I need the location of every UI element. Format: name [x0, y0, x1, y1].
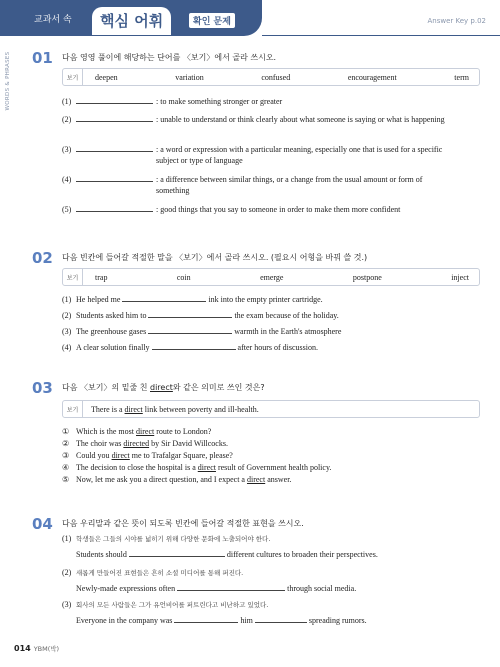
question-prompt: 다음 영영 풀이에 해당하는 단어를 〈보기〉에서 골라 쓰시오. — [62, 53, 277, 62]
q3-option-1[interactable]: ① Which is the most direct route to London? — [62, 427, 212, 436]
word-box — [62, 268, 480, 286]
question-number: 02 — [32, 249, 53, 267]
q4-item-2-english: Newly-made expressions often through social media. — [76, 584, 357, 593]
q3-option-5[interactable]: ⑤ Now, let me ask you a direct question, and I expect a direct answer. — [62, 475, 292, 484]
q1-item-3: (3) — [62, 144, 153, 155]
box-word: coin — [176, 272, 191, 282]
answer-blank[interactable] — [76, 96, 153, 104]
q4-item-1-english: Students should different cultures to broaden their perspectives. — [76, 550, 378, 559]
question-prompt: 다음 빈칸에 들어갈 적절한 말을 〈보기〉에서 골라 쓰시오. (필요시 어형을 바꿔 쓸 것.) — [62, 253, 368, 262]
q1-item-4: (4) — [62, 174, 153, 185]
answer-key-ref: Answer Key p.02 — [427, 17, 486, 25]
answer-blank[interactable] — [148, 326, 232, 334]
answer-blank[interactable] — [177, 583, 285, 591]
page-number: 014 — [14, 644, 31, 653]
definition: : good things that you say to someone in order to make them more confident — [156, 205, 401, 214]
q1-item-1: (1) — [62, 96, 153, 107]
q1-item-2: (2) — [62, 114, 153, 125]
answer-blank[interactable] — [174, 615, 238, 623]
box-label: 보기 — [63, 69, 83, 85]
box-word: deepen — [95, 72, 118, 82]
question-number: 03 — [32, 379, 53, 397]
question-number: 04 — [32, 515, 53, 533]
q4-item-3-korean: (3) 회사의 모든 사람들은 그가 유언비어를 퍼트린다고 비난하고 있었다. — [62, 600, 269, 609]
definition: : a difference between similar things, or a change from the usual amount or form of something — [156, 175, 423, 195]
box-word: inject — [451, 272, 469, 282]
q4-item-3-english: Everyone in the company was him spreading rumors. — [76, 616, 367, 625]
box-word: postpone — [352, 272, 382, 282]
q2-item-3: (3) The greenhouse gases warmth in the Earth's atmosphere — [62, 327, 342, 336]
side-tab — [3, 44, 13, 118]
example-box — [62, 400, 480, 418]
q4-item-2-korean: (2) 새롭게 만들어진 표현들은 흔히 소셜 미디어를 통해 퍼진다. — [62, 568, 244, 577]
publisher: YBM(박) — [33, 645, 60, 653]
word-box — [62, 68, 480, 86]
question-number: 01 — [32, 49, 53, 67]
answer-blank[interactable] — [122, 294, 206, 302]
box-label: 보기 — [63, 269, 83, 285]
header-rule — [262, 35, 500, 36]
page-footer — [14, 644, 59, 653]
answer-blank[interactable] — [76, 144, 153, 152]
answer-blank[interactable] — [76, 114, 153, 122]
q2-item-2: (2) Students asked him to the exam because of the holiday. — [62, 311, 339, 320]
question-prompt: 다음 우리말과 같은 뜻이 되도록 빈칸에 들어갈 적절한 표현을 쓰시오. — [62, 519, 304, 528]
box-word: emerge — [260, 272, 284, 282]
box-word: confused — [261, 72, 291, 82]
q2-item-4: (4) A clear solution finally after hours of discussion. — [62, 343, 318, 352]
box-word: variation — [175, 72, 204, 82]
box-word: encouragement — [347, 72, 397, 82]
side-tab-label: WORDS & PHRASES — [5, 51, 11, 111]
q3-option-4[interactable]: ④ The decision to close the hospital is a direct result of Government health policy. — [62, 463, 332, 472]
answer-blank[interactable] — [255, 615, 307, 623]
q3-option-2[interactable]: ② The choir was directed by Sir David Willcocks. — [62, 439, 228, 448]
question-prompt: 다음 〈보기〉의 밑줄 친 direct와 같은 의미로 쓰인 것은? — [62, 383, 265, 392]
q2-item-1: (1) He helped me ink into the empty printer cartridge. — [62, 295, 323, 304]
box-word: trap — [95, 272, 108, 282]
box-word: term — [454, 72, 469, 82]
answer-blank[interactable] — [76, 174, 153, 182]
q1-item-5: (5) — [62, 204, 153, 215]
answer-blank[interactable] — [129, 549, 225, 557]
definition: : unable to understand or think clearly about what someone is saying or what is happening — [156, 115, 445, 124]
q3-option-3[interactable]: ③ Could you direct me to Trafalgar Square, please? — [62, 451, 233, 460]
answer-blank[interactable] — [148, 310, 232, 318]
q4-item-1-korean: (1) 학생들은 그들의 시야를 넓히기 위해 다양한 문화에 노출되어야 한다. — [62, 534, 271, 543]
answer-blank[interactable] — [76, 204, 153, 212]
header-subtitle: 교과서 속 — [34, 15, 72, 25]
header-title: 핵심 어휘 — [92, 7, 171, 35]
header-tag: 확인 문제 — [188, 12, 236, 29]
box-label: 보기 — [63, 401, 83, 417]
example-sentence: There is a direct link between poverty and ill-health. — [91, 404, 259, 414]
answer-blank[interactable] — [152, 342, 236, 350]
definition: : to make something stronger or greater — [156, 97, 283, 106]
definition: : a word or expression with a particular meaning, especially one that is used for a specific subject or type of language — [156, 145, 443, 165]
